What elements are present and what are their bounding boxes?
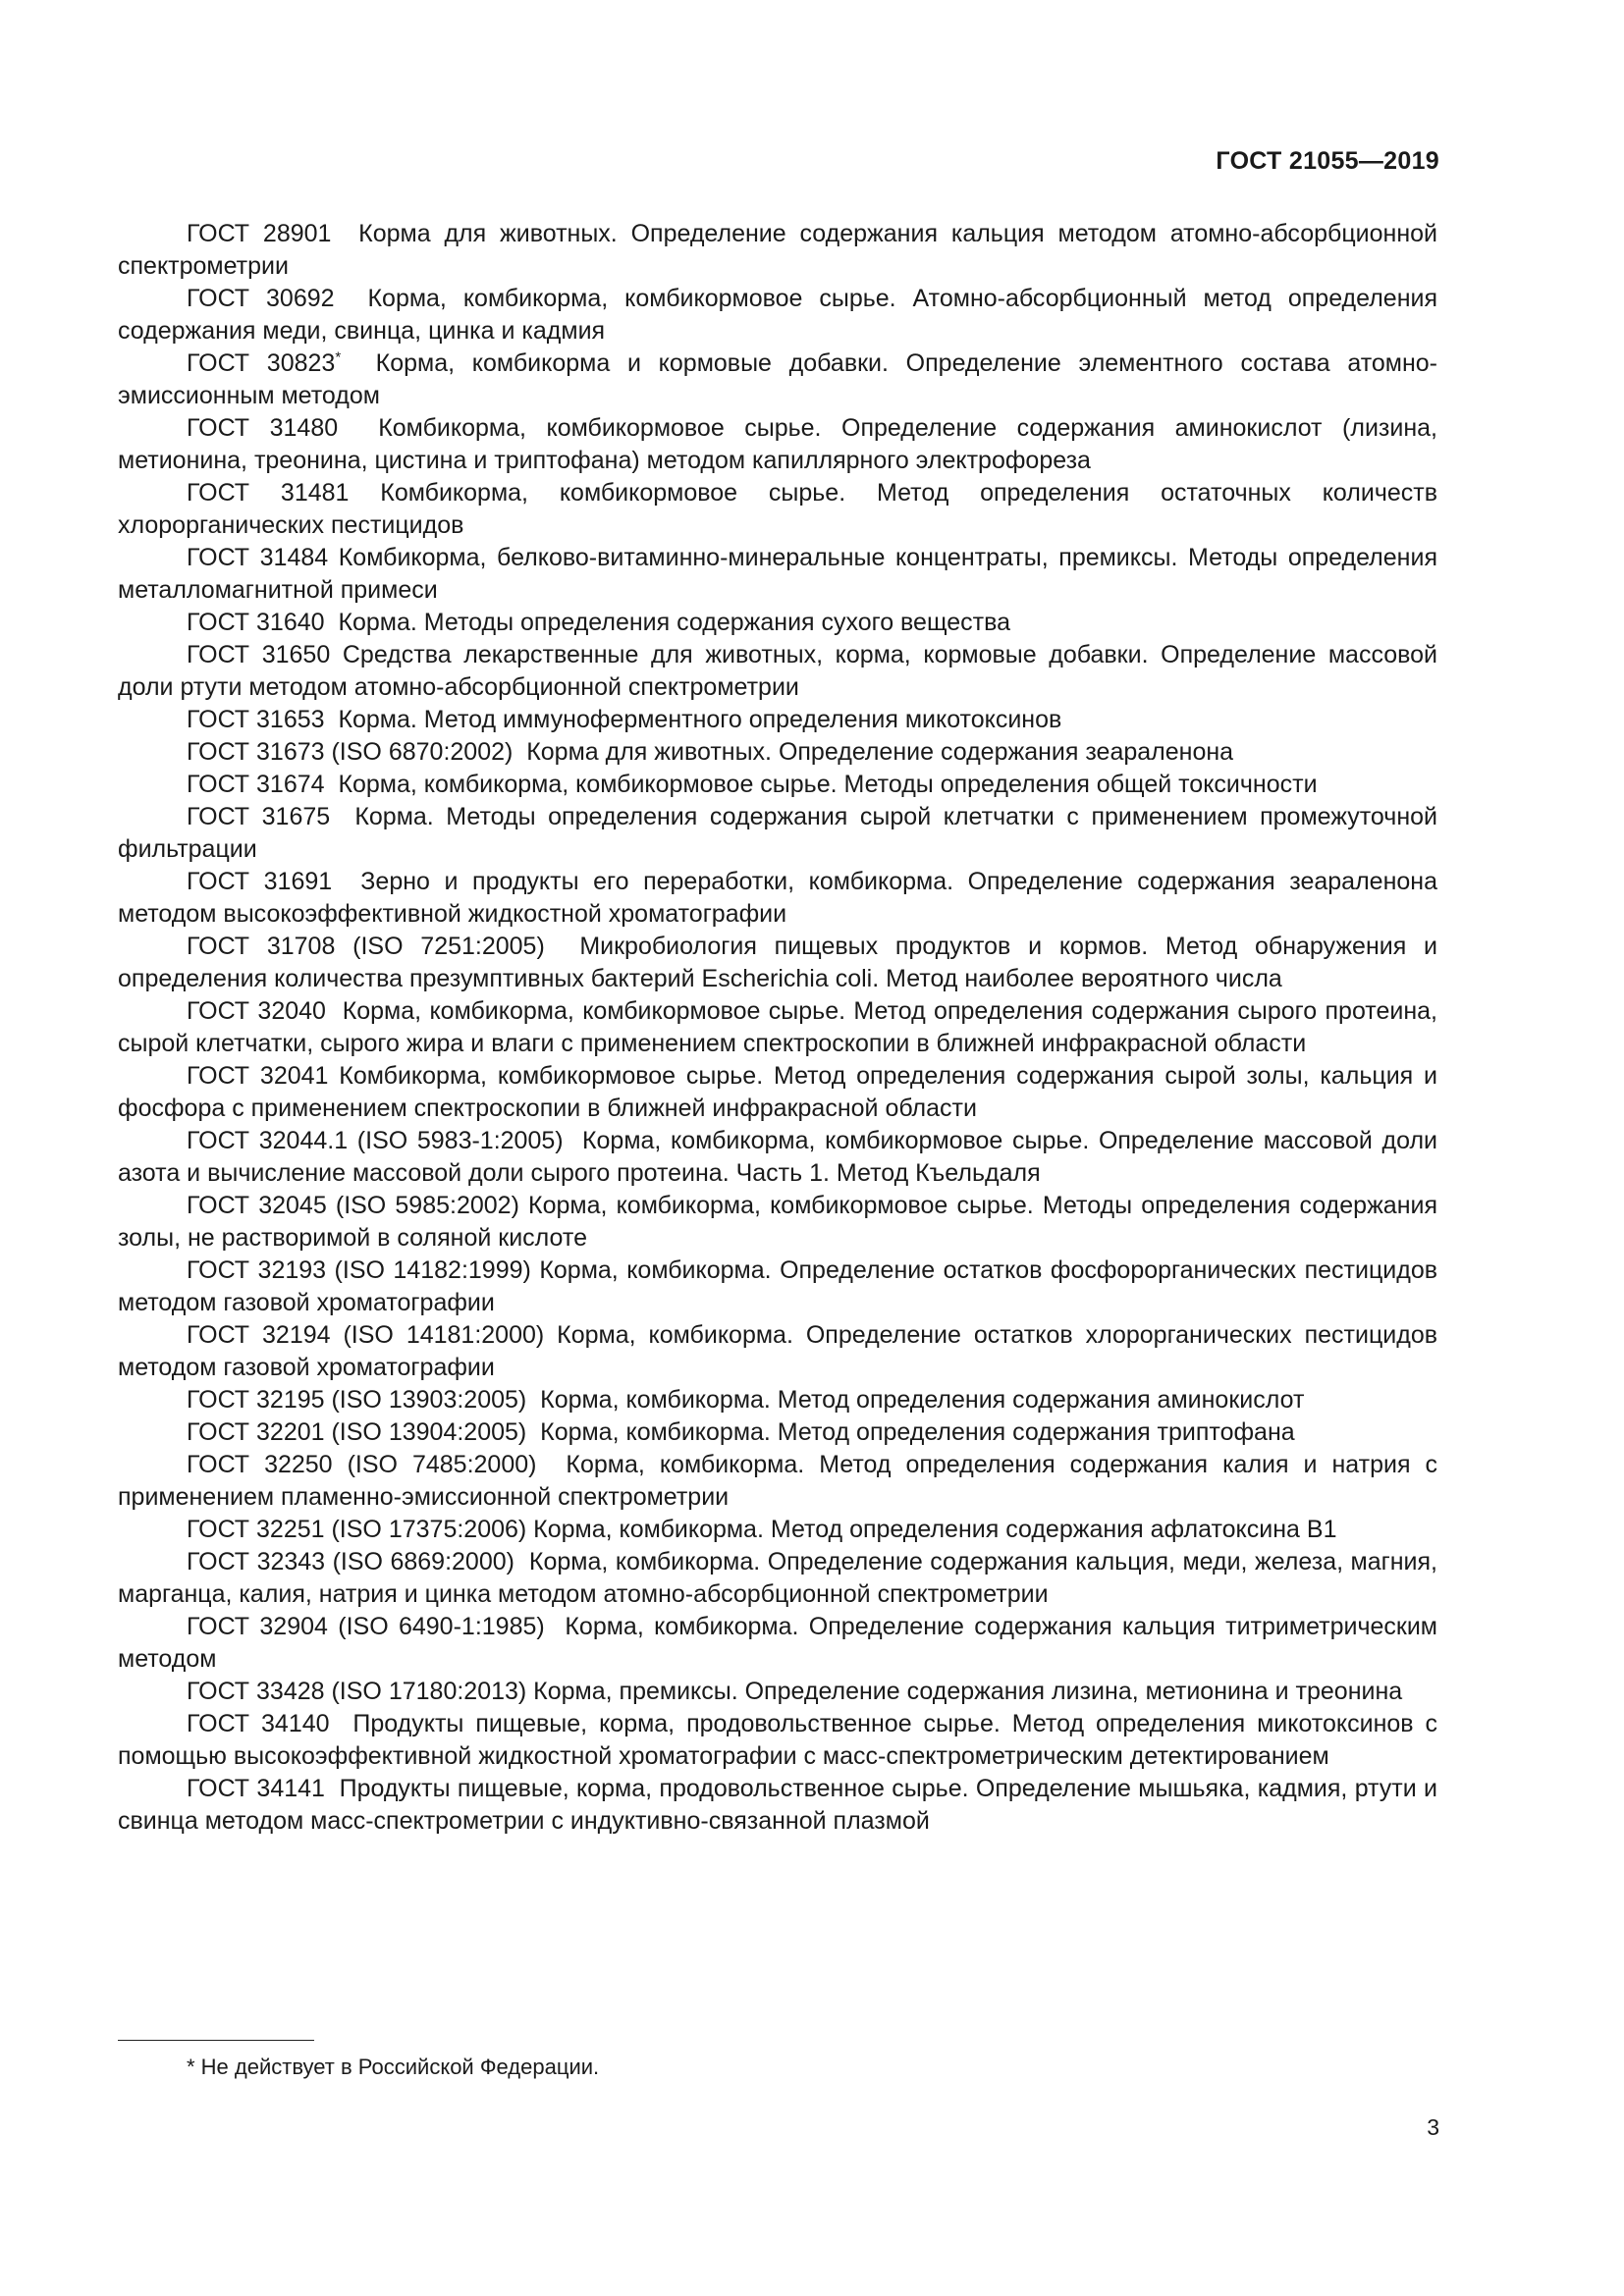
reference-title: Корма, комбикорма и кормовые добавки. Определение элементного состава атомно-эмиссионным методом: [118, 349, 1437, 409]
footnote-separator: [118, 2040, 314, 2041]
reference-title: Средства лекарственные для животных, корма, кормовые добавки. Определение массовой доли ртути методом атомно-абсорбционной спектрометрии: [118, 641, 1444, 701]
reference-entry: [118, 1060, 1444, 1125]
normative-references-list: [118, 218, 1444, 1838]
reference-entry: [118, 995, 1444, 1060]
reference-title: Корма, комбикорма, комбикормовое сырье. Методы определения общей токсичности: [324, 771, 1318, 798]
reference-code: ГОСТ 34141: [187, 1775, 325, 1802]
reference-title: Комбикорма, комбикормовое сырье. Метод определения остаточных количеств хлорорганических пестицидов: [118, 479, 1444, 539]
reference-code: ГОСТ 34140: [187, 1710, 330, 1737]
reference-code: ГОСТ 32904 (ISO 6490-1:1985): [187, 1613, 545, 1640]
reference-title: Корма, комбикорма. Определение остатков фосфорорганических пестицидов методом газовой хроматографии: [118, 1256, 1444, 1316]
reference-title: Корма, комбикорма, комбикормовое сырье. Методы определения содержания золы, не растворимой в соляной кислоте: [118, 1192, 1444, 1252]
reference-entry: [118, 1255, 1444, 1319]
reference-entry: [118, 412, 1444, 477]
reference-entry: [118, 1416, 1437, 1449]
reference-code: ГОСТ 32195 (ISO 13903:2005): [187, 1386, 527, 1414]
reference-entry: [118, 477, 1444, 542]
reference-code: ГОСТ 32193 (ISO 14182:1999): [187, 1256, 531, 1284]
reference-title: Корма для животных. Определение содержания зеараленона: [513, 738, 1234, 766]
reference-entry: [118, 1773, 1444, 1838]
reference-title: Зерно и продукты его переработки, комбикорма. Определение содержания зеараленона методом высокоэффективной жидкостной хроматографии: [118, 868, 1444, 928]
document-header: ГОСТ 21055—2019: [1216, 147, 1439, 175]
reference-code: ГОСТ 28901: [187, 220, 332, 247]
reference-code: ГОСТ 30692: [187, 285, 335, 312]
reference-title: Корма, комбикорма. Метод определения содержания аминокислот: [526, 1386, 1305, 1414]
reference-entry: [118, 283, 1444, 347]
reference-code: ГОСТ 31650: [187, 641, 331, 668]
reference-entry: [118, 1611, 1444, 1676]
reference-entry: [118, 1676, 1437, 1708]
reference-entry: [118, 1125, 1444, 1190]
reference-title: Комбикорма, комбикормовое сырье. Определение содержания аминокислот (лизина, метионина, треонина, цистина и триптофана) методом капиллярного электрофореза: [118, 414, 1444, 474]
reference-code: ГОСТ 32045 (ISO 5985:2002): [187, 1192, 519, 1219]
reference-entry: [118, 1319, 1444, 1384]
reference-code: ГОСТ 32194 (ISO 14181:2000): [187, 1321, 545, 1349]
reference-code: ГОСТ 32040: [187, 997, 326, 1025]
reference-entry: [118, 1546, 1444, 1611]
reference-code: ГОСТ 30823: [187, 349, 336, 377]
reference-entry: [118, 1384, 1437, 1416]
reference-code: ГОСТ 31708 (ISO 7251:2005): [187, 933, 545, 960]
reference-title: Корма, комбикорма. Определение остатков хлорорганических пестицидов методом газовой хроматографии: [118, 1321, 1444, 1381]
reference-title: Корма. Методы определения содержания сырой клетчатки с применением промежуточной фильтрации: [118, 803, 1444, 863]
reference-code: ГОСТ 31675: [187, 803, 331, 830]
reference-code: ГОСТ 31653: [187, 706, 325, 733]
reference-code: ГОСТ 31640: [187, 609, 325, 636]
reference-code: ГОСТ 31691: [187, 868, 333, 895]
reference-entry: [118, 607, 1437, 639]
reference-entry: [118, 1514, 1437, 1546]
reference-code: ГОСТ 32251 (ISO 17375:2006): [187, 1516, 527, 1543]
reference-entry: [118, 931, 1444, 995]
reference-title: Корма, комбикорма. Определение содержания кальция титриметрическим методом: [118, 1613, 1444, 1673]
reference-entry: [118, 1708, 1444, 1773]
reference-entry: [118, 801, 1444, 866]
reference-entry: [118, 769, 1437, 801]
reference-code: ГОСТ 32250 (ISO 7485:2000): [187, 1451, 537, 1478]
reference-title: Продукты пищевые, корма, продовольственное сырье. Определение мышьяка, кадмия, ртути и свинца методом масс-спектрометрии с индуктивно-связанной плазмой: [118, 1775, 1444, 1835]
reference-entry: [118, 218, 1444, 283]
reference-entry: [118, 704, 1437, 736]
reference-title: Корма, комбикорма, комбикормовое сырье. Атомно-абсорбционный метод определения содержания меди, свинца, цинка и кадмия: [118, 285, 1444, 345]
reference-title: Корма для животных. Определение содержания кальция методом атомно-абсорбционной спектрометрии: [118, 220, 1444, 280]
reference-entry: [118, 1449, 1444, 1514]
reference-title: Продукты пищевые, корма, продовольственное сырье. Метод определения микотоксинов с помощью высокоэффективной жидкостной хроматографии с масс-спектрометрическим детектированием: [118, 1710, 1444, 1770]
reference-code: ГОСТ 32343 (ISO 6869:2000): [187, 1548, 514, 1575]
reference-code: ГОСТ 31484: [187, 544, 329, 571]
reference-title: Корма, комбикорма. Метод определения содержания калия и натрия с применением пламенно-эмиссионной спектрометрии: [118, 1451, 1444, 1511]
reference-code: ГОСТ 31674: [187, 771, 325, 798]
page-number: 3: [1427, 2114, 1439, 2140]
reference-entry: [118, 639, 1444, 704]
reference-title: Корма, комбикорма. Метод определения содержания триптофана: [526, 1418, 1295, 1446]
footnote: * Не действует в Российской Федерации.: [187, 2055, 600, 2079]
reference-code: ГОСТ 32041: [187, 1062, 329, 1090]
footnote-marker: *: [335, 348, 342, 366]
reference-entry: [118, 736, 1437, 769]
reference-entry: [118, 542, 1444, 607]
reference-title: Корма, премиксы. Определение содержания лизина, метионина и треонина: [526, 1678, 1403, 1705]
reference-title: Корма, комбикорма, комбикормовое сырье. Метод определения содержания сырого протеина, сырой клетчатки, сырого жира и влаги с применением спектроскопии в ближней инфракрасной области: [118, 997, 1444, 1057]
reference-title: Корма, комбикорма, комбикормовое сырье. Определение массовой доли азота и вычисление массовой доли сырого протеина. Часть 1. Метод Къельдаля: [118, 1127, 1444, 1187]
reference-code: ГОСТ 33428 (ISO 17180:2013): [187, 1678, 527, 1705]
reference-code: ГОСТ 31673 (ISO 6870:2002): [187, 738, 514, 766]
reference-title: Микробиология пищевых продуктов и кормов. Метод обнаружения и определения количества презумптивных бактерий Escherichia coli. Метод наиболее вероятного числа: [118, 933, 1444, 992]
reference-title: Комбикорма, комбикормовое сырье. Метод определения содержания сырой золы, кальция и фосфора с применением спектроскопии в ближней инфракрасной области: [118, 1062, 1444, 1122]
reference-code: ГОСТ 31481: [187, 479, 350, 507]
reference-code: ГОСТ 31480: [187, 414, 339, 442]
reference-entry: [118, 1190, 1444, 1255]
reference-title: Корма. Методы определения содержания сухого вещества: [324, 609, 1011, 636]
reference-title: Корма, комбикорма. Метод определения содержания афлатоксина B1: [526, 1516, 1337, 1543]
reference-title: Комбикорма, белково-витаминно-минеральные концентраты, премиксы. Методы определения металломагнитной примеси: [118, 544, 1444, 604]
reference-entry: [118, 347, 1437, 412]
reference-title: Корма, комбикорма. Определение содержания кальция, меди, железа, магния, марганца, калия, натрия и цинка методом атомно-абсорбционной спектрометрии: [118, 1548, 1444, 1608]
reference-title: Корма. Метод иммуноферментного определения микотоксинов: [324, 706, 1062, 733]
reference-code: ГОСТ 32201 (ISO 13904:2005): [187, 1418, 527, 1446]
reference-entry: [118, 866, 1444, 931]
reference-code: ГОСТ 32044.1 (ISO 5983-1:2005): [187, 1127, 564, 1154]
